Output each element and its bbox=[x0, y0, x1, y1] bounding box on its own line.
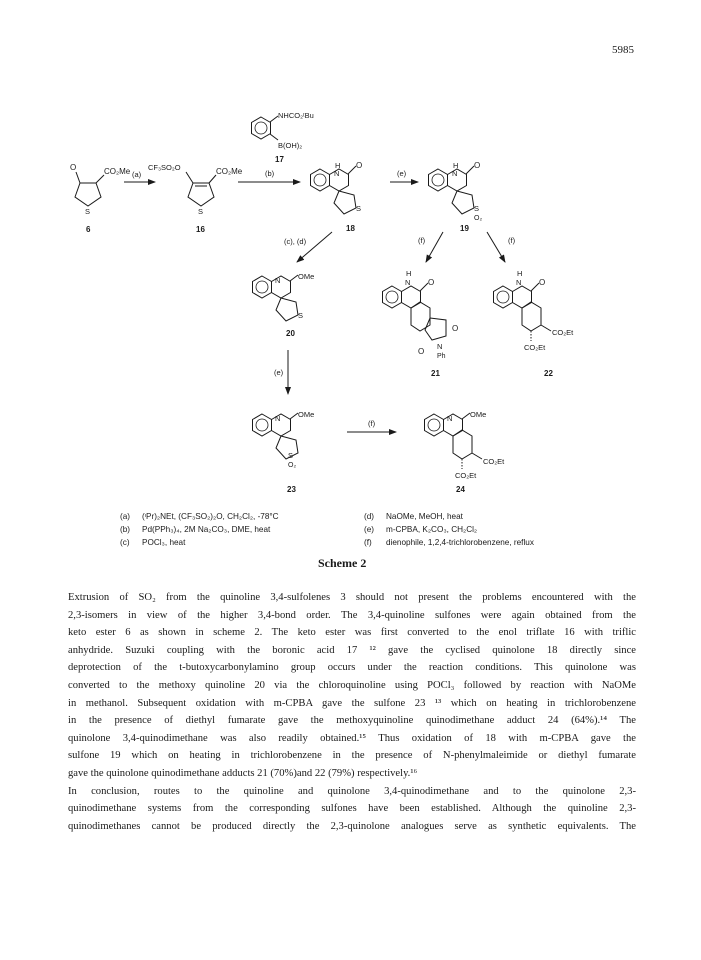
arrow-label-e-2: (e) bbox=[274, 368, 284, 377]
phenyl-label: Ph bbox=[437, 353, 446, 360]
arrow-label-f-1: (f) bbox=[418, 236, 426, 245]
compound-label-23: 23 bbox=[287, 485, 296, 494]
body-text bbox=[68, 589, 636, 835]
compound-label-19: 19 bbox=[460, 224, 469, 233]
compound-label-18: 18 bbox=[346, 224, 355, 233]
arrow-label-cd: (c), (d) bbox=[284, 237, 307, 246]
conditions-left bbox=[120, 510, 279, 549]
sulfur-label: S bbox=[356, 204, 362, 213]
carbonyl-o-label: O bbox=[428, 278, 435, 287]
arrow-label-f-3: (f) bbox=[368, 419, 376, 428]
condition-c: (c) POCl₃, heat bbox=[120, 538, 186, 547]
compound-16 bbox=[148, 163, 243, 234]
condition-d: (d) NaOMe, MeOH, heat bbox=[364, 512, 463, 521]
co2me-label: CO₂Me bbox=[104, 167, 131, 176]
n-label: N bbox=[452, 169, 458, 178]
n-label: N bbox=[275, 414, 281, 423]
condition-b: (b) Pd(PPh₃)₄, 2M Na₂CO₃, DME, heat bbox=[120, 525, 271, 534]
arrow-f-2 bbox=[487, 232, 505, 262]
compound-20 bbox=[253, 272, 315, 338]
co2me-label: CO₂Me bbox=[216, 167, 243, 176]
compound-label-24: 24 bbox=[456, 485, 465, 494]
sulfur-label: S bbox=[288, 451, 294, 460]
page-number: 5985 bbox=[612, 44, 634, 56]
scheme-title: Scheme 2 bbox=[318, 556, 367, 570]
compound-17 bbox=[252, 111, 314, 164]
sulfur-label: S bbox=[85, 207, 91, 216]
body-line: quinodimethanes cannot be produced directly the 2,3-quinolone analogues serve as synthetic equivalents. The bbox=[68, 820, 636, 832]
carbonyl-o-label: O bbox=[539, 278, 546, 287]
compound-label-16: 16 bbox=[196, 225, 205, 234]
compound-24 bbox=[425, 410, 506, 494]
body-line: in the presence of diethyl fumarate gave the methoxyquinoline quinodimethane adduct 24 (64%).¹⁴ The bbox=[68, 715, 636, 727]
compound-19 bbox=[429, 161, 483, 233]
condition-a: (a) (ᶦPr)₂NEt, (CF₃SO₂)₂O, CH₂Cl₂, -78°C bbox=[120, 512, 279, 521]
body-line: converted to the methoxy quinoline 20 via the chloroquinoline using POCl₃ followed by reaction with NaOMe bbox=[68, 679, 636, 691]
body-line: deprotection of the t-butoxycarbonylamino group occurs under the reaction conditions. This quinolone was bbox=[68, 662, 636, 674]
triflate-label: CF₃SO₂O bbox=[148, 163, 181, 172]
n-label: N bbox=[516, 278, 522, 287]
n-label: N bbox=[405, 278, 411, 287]
dioxide-label: O₂ bbox=[288, 462, 297, 469]
body-line: 2,3-isomers in view of the higher 3,4-bond order. The 3,4-quinoline sulfones were again obtained from the bbox=[68, 609, 636, 621]
n-label: N bbox=[437, 342, 443, 351]
arrow-label-b: (b) bbox=[265, 169, 275, 178]
compound-label-17: 17 bbox=[275, 155, 284, 164]
compound-label-20: 20 bbox=[286, 329, 295, 338]
compound-18 bbox=[311, 161, 363, 233]
compound-22 bbox=[494, 269, 575, 378]
conditions-right bbox=[364, 510, 534, 549]
imide-o-label: O bbox=[418, 347, 425, 356]
imide-o-label: O bbox=[452, 324, 459, 333]
n-label: N bbox=[334, 169, 340, 178]
sulfur-label: S bbox=[474, 204, 480, 213]
carbonyl-o-label: O bbox=[474, 161, 481, 170]
methoxy-label: OMe bbox=[298, 272, 315, 281]
co2et-label: CO₂Et bbox=[483, 457, 505, 466]
compound-6 bbox=[70, 163, 131, 234]
compound-label-22: 22 bbox=[544, 369, 553, 378]
compound-label-6: 6 bbox=[86, 225, 91, 234]
body-line: In conclusion, routes to the quinoline and quinolone 3,4-quinodimethane and to the quinolone 2,3- bbox=[68, 785, 636, 797]
body-line: keto ester 6 as shown in scheme 2. The keto ester was first converted to the enol triflate 16 with triflic bbox=[68, 627, 636, 639]
nh-label: H bbox=[453, 161, 459, 170]
arrow-f-1 bbox=[426, 232, 443, 262]
nh-label: H bbox=[517, 269, 523, 278]
n-label: N bbox=[447, 414, 453, 423]
condition-f: (f) dienophile, 1,2,4-trichlorobenzene, reflux bbox=[364, 538, 534, 547]
carbonyl-o-label: O bbox=[70, 163, 77, 172]
co2et-label: CO₂Et bbox=[552, 328, 574, 337]
n-label: N bbox=[275, 276, 281, 285]
body-line: quinodimethane systems from the corresponding sulfones have been established. Although the quinoline 2,3- bbox=[68, 803, 636, 815]
compound-23 bbox=[253, 410, 315, 494]
nhco2tbu-label: NHCO₂ᵗBu bbox=[278, 111, 314, 120]
sulfur-label: S bbox=[198, 207, 204, 216]
arrow-label-e-1: (e) bbox=[397, 169, 407, 178]
body-line: quinolone 3,4-quinodimethane was also readily obtained.¹⁵ Thus oxidation of 18 with m-CPBA gave the bbox=[68, 732, 636, 744]
nh-label: H bbox=[335, 161, 341, 170]
co2et-label: CO₂Et bbox=[524, 343, 546, 352]
arrow-label-a: (a) bbox=[132, 170, 142, 179]
sulfur-label: S bbox=[298, 311, 304, 320]
dioxide-label: O₂ bbox=[474, 215, 483, 222]
co2et-label: CO₂Et bbox=[455, 471, 477, 480]
condition-e: (e) m-CPBA, K₂CO₃, CH₂Cl₂ bbox=[364, 525, 478, 534]
methoxy-label: OMe bbox=[470, 410, 487, 419]
boronic-acid-label: B(OH)₂ bbox=[278, 141, 303, 150]
compound-label-21: 21 bbox=[431, 369, 440, 378]
body-line: gave the quinolone quinodimethane adducts 21 (70%)and 22 (79%) respectively.¹⁶ bbox=[68, 767, 418, 779]
body-line: anhydride. Suzuki coupling with the boronic acid 17 ¹² gave the cyclised quinolone 18 directly since bbox=[68, 644, 636, 656]
body-line: Extrusion of SO₂ from the quinoline 3,4-sulfolenes 3 should not present the problems encountered with the bbox=[68, 592, 636, 603]
carbonyl-o-label: O bbox=[356, 161, 363, 170]
body-line: sulfone 19 which on heating in trichlorobenzene in the presence of N-phenylmaleimide or diethyl fumarate bbox=[68, 750, 636, 762]
body-line: in methanol. Subsequent oxidation with m-CPBA gave the sulfone 23 ¹³ which on heating in trichlorobenzene bbox=[68, 697, 636, 709]
arrow-label-f-2: (f) bbox=[508, 236, 516, 245]
methoxy-label: OMe bbox=[298, 410, 315, 419]
compound-21 bbox=[383, 269, 459, 378]
nh-label: H bbox=[406, 269, 412, 278]
